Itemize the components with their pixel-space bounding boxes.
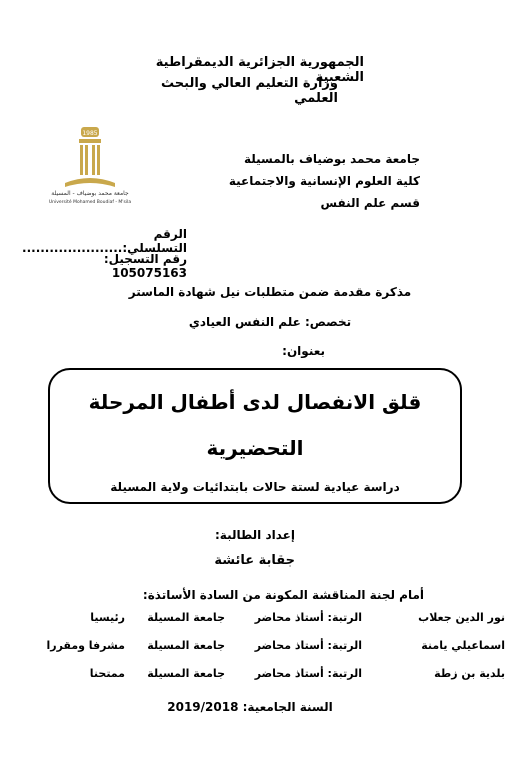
- thesis-title-line-1: قلق الانفصال لدى أطفال المرحلة: [88, 390, 422, 414]
- member-rank: الرتبة: أستاذ محاضر: [254, 611, 362, 624]
- logo-top-bar: [79, 139, 101, 143]
- registration-value: 105075163: [111, 266, 187, 280]
- member-role: رئيسيا: [90, 611, 125, 624]
- department-name: قسم علم النفس: [320, 196, 420, 210]
- logo-column-2: [85, 145, 88, 175]
- member-name: نور الدين جعلاب: [418, 611, 505, 624]
- logo-caption-fr: Université Mohamed Boudiaf - M'sila: [48, 200, 132, 205]
- registration-label: رقم التسجيل:: [103, 252, 187, 266]
- member-rank: الرتبة: أستاذ محاضر: [254, 639, 362, 652]
- logo-caption-ar: جامعة محمد بوضياف - المسيلة: [51, 190, 129, 197]
- member-name: اسماعيلي يامنة: [421, 639, 505, 652]
- thesis-purpose: مذكرة مقدمة ضمن متطلبات نيل شهادة الماستر: [128, 285, 412, 299]
- faculty-name: كلية العلوم الإنسانية والاجتماعية: [228, 174, 420, 188]
- specialty: تخصص: علم النفس العيادي: [188, 315, 352, 329]
- committee-heading: أمام لجنة المناقشة المكونة من السادة الأساتذة:: [142, 588, 424, 602]
- member-role: مشرفا ومقررا: [46, 639, 125, 652]
- member-university: جامعة المسيلة: [147, 611, 225, 624]
- registration-number-row: [27, 252, 187, 280]
- serial-number-row: [22, 227, 187, 255]
- ministry-header: وزارة التعليم العالي والبحث العلمي: [161, 76, 338, 106]
- student-name: جقابة عائشة: [214, 553, 295, 568]
- logo-year: 1985: [82, 130, 98, 137]
- thesis-subtitle: دراسة عيادية لستة حالات بابتدائيات ولاية المسيلة: [110, 480, 400, 494]
- thesis-title-box: [48, 368, 462, 504]
- student-label: إعداد الطالبة:: [215, 528, 295, 542]
- logo-column-1: [80, 145, 83, 175]
- member-university: جامعة المسيلة: [147, 667, 225, 680]
- member-role: ممتحنا: [89, 667, 125, 680]
- academic-year: السنة الجامعية: 2019/2018: [167, 700, 333, 714]
- thesis-title-line-2: التحضيرية: [206, 436, 304, 460]
- university-logo: [35, 125, 145, 210]
- logo-column-4: [97, 145, 100, 175]
- serial-label: الرقم التسلسلي:: [122, 227, 187, 255]
- member-rank: الرتبة: أستاذ محاضر: [254, 667, 362, 680]
- title-intro: بعنوان:: [282, 344, 325, 358]
- serial-value: ......................: [22, 241, 123, 255]
- member-name: بلدية بن زطة: [434, 667, 505, 680]
- logo-column-3: [92, 145, 95, 175]
- member-university: جامعة المسيلة: [147, 639, 225, 652]
- university-name: جامعة محمد بوضياف بالمسيلة: [243, 152, 420, 166]
- republic-header: الجمهورية الجزائرية الديمقراطية الشعبية: [155, 55, 364, 85]
- logo-book-icon: [65, 178, 115, 187]
